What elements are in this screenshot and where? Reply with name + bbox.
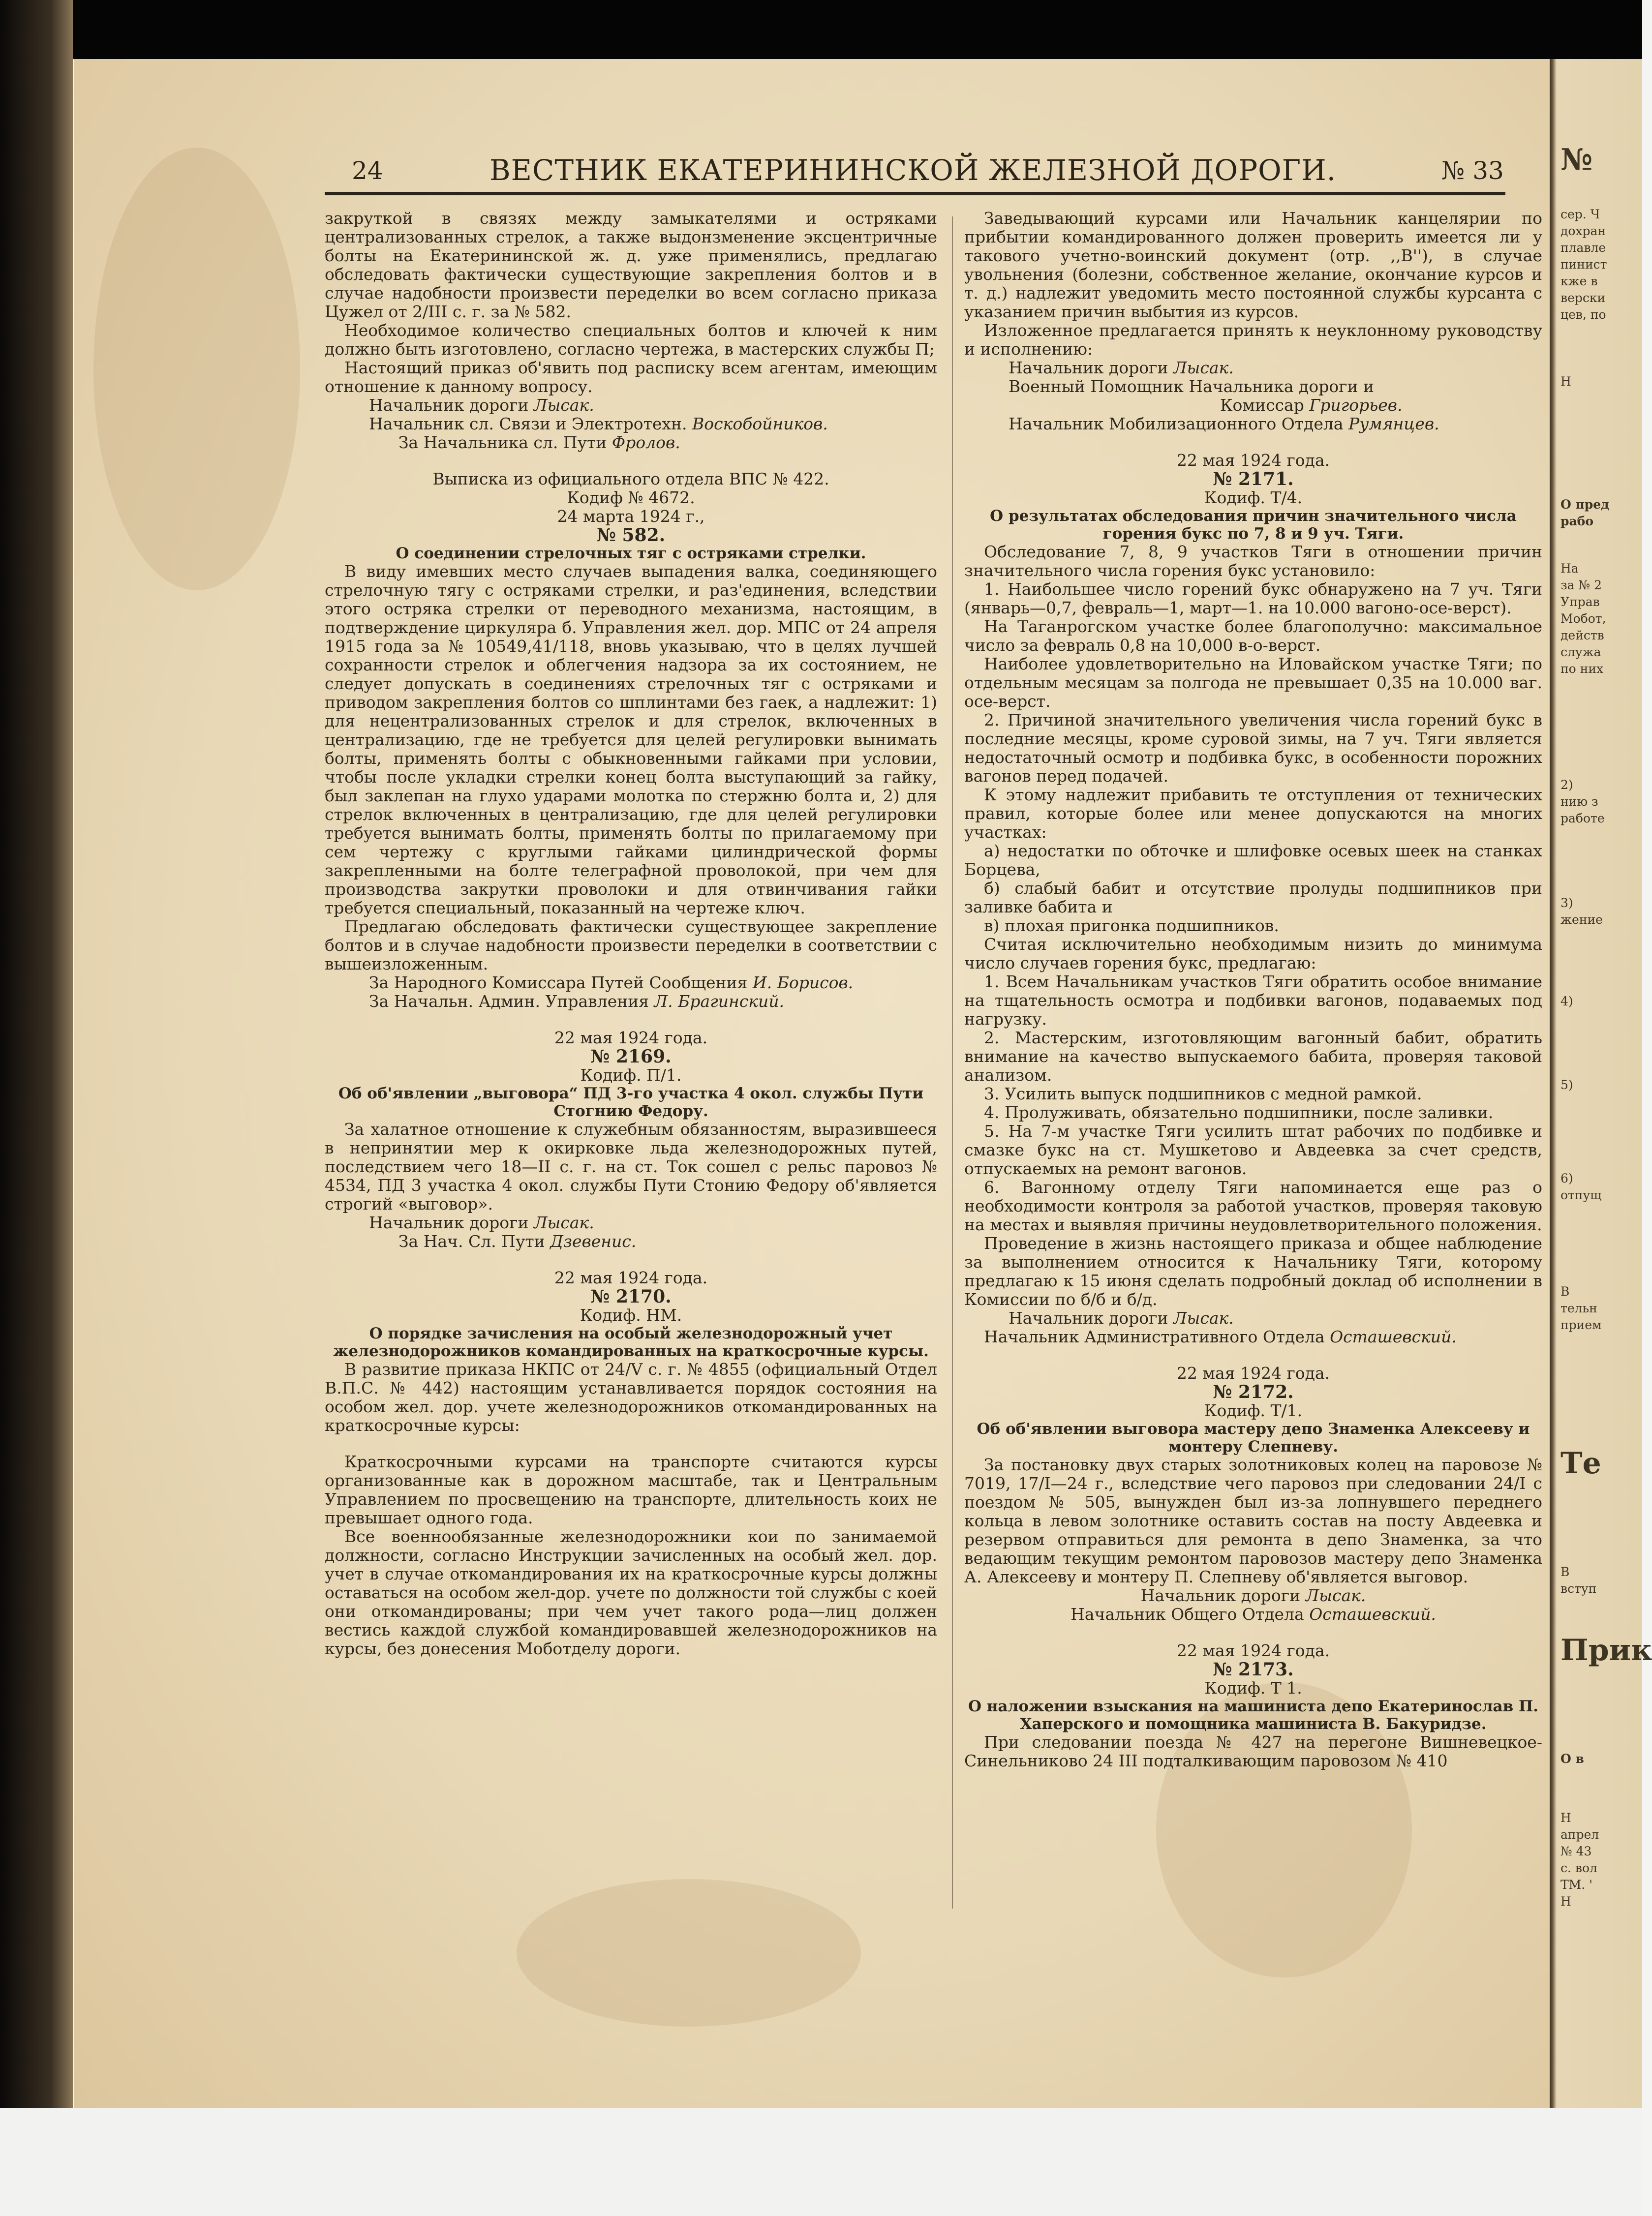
extract-line: Выписка из официального отдела ВПС № 422.	[432, 469, 829, 488]
strip-text: жение	[1560, 912, 1603, 927]
strip-text: Прик	[1560, 1633, 1652, 1668]
paragraph: В развитие приказа НКПС от 24/V с. г. № 4855 (официальный Отдел В.П.С. № 442) настоящим устанавливается порядок состояния на особом жел. дор. учете железнодорожников откомандированных на краткосрочные курсы:	[325, 1360, 937, 1435]
strip-text: отпущ	[1560, 1188, 1602, 1202]
signature: Начальник дороги Лысак.	[1140, 1586, 1366, 1605]
order-heading: Об об'явлении „выговора“ ПД 3-го участка 4 окол. службы Пути Стогнию Федору.	[338, 1085, 924, 1120]
strip-text: служа	[1560, 645, 1601, 659]
signature: Начальник Административного Отдела Осташевский.	[984, 1327, 1457, 1346]
signature: За Начальн. Админ. Управления Л. Брагинский.	[369, 992, 784, 1011]
paragraph: 2. Причиной значительного увеличения числа горений букс в последние месяцы, кроме суровой зимы, на 7 уч. Тяги является недостаточный осмотр и подбивка букс, в особенности порожних вагонов перед подачей.	[964, 710, 1542, 786]
paragraph: Наиболее удовлетворительно на Иловайском участке Тяги; по отдельным месяцам за полгода не превышает 0,35 на 10.000 ваг. осе-верст.	[964, 654, 1542, 711]
strip-text: кже в	[1560, 274, 1598, 288]
order-number: № 2171.	[1213, 469, 1294, 489]
signature: Начальник дороги Лысак.	[1009, 1308, 1234, 1328]
left-column	[325, 209, 937, 1658]
signature: Начальник сл. Связи и Электротехн. Воскобойников.	[369, 414, 828, 433]
strip-text: ТМ. '	[1560, 1878, 1593, 1892]
strip-text: плавле	[1560, 241, 1606, 255]
order-date: 22 мая 1924 года.	[554, 1268, 708, 1287]
paragraph: Настоящий приказ об'явить под расписку всем агентам, имеющим отношение к данному вопросу.	[325, 358, 937, 396]
order-date: 22 мая 1924 года.	[1176, 1364, 1330, 1383]
paragraph: 1. Всем Начальникам участков Тяги обратить особое внимание на тщательность осмотра и подбивки вагонов, подаваемых под нагрузку.	[964, 972, 1542, 1029]
strip-text: тельн	[1560, 1301, 1597, 1315]
paragraph: Обследование 7, 8, 9 участков Тяги в отношении причин значительного числа горения букс установило:	[964, 542, 1542, 580]
right-column	[964, 209, 1542, 1770]
strip-text: О пред	[1560, 497, 1609, 512]
paragraph: Предлагаю обследовать фактически существующее закрепление болтов и в случае надобности произвести переделки в соответствии с вышеизложенным.	[325, 917, 937, 973]
strip-text: пинист	[1560, 257, 1607, 272]
newspaper-title: ВЕСТНИК ЕКАТЕРИНИНСКОЙ ЖЕЛЕЗНОЙ ДОРОГИ.	[489, 153, 1337, 187]
strip-text: О в	[1560, 1752, 1584, 1766]
order-date: 22 мая 1924 года.	[554, 1028, 708, 1047]
paragraph: б) слабый бабит и отсутствие пролуды подшипников при заливке бабита и	[964, 879, 1542, 916]
strip-text: № 43	[1560, 1844, 1592, 1858]
paragraph: Необходимое количество специальных болтов и ключей к ним должно быть изготовлено, согласно чертежа, в мастерских службы П;	[325, 321, 937, 359]
header-rule	[325, 192, 1505, 195]
page-number: 24	[352, 156, 383, 185]
strip-text: рабо	[1560, 514, 1594, 528]
strip-text: Н	[1560, 374, 1571, 389]
scan-top-border	[0, 0, 1642, 59]
strip-text: верски	[1560, 291, 1606, 305]
order-number: № 2169.	[590, 1046, 672, 1067]
strip-text: с. вол	[1560, 1861, 1597, 1875]
paragraph: За халатное отношение к служебным обязанностям, выразившееся в непринятии мер к окирковке льда железнодорожных путей, последствием чего 18—II с. г. на ст. Ток сошел с рельс паровоз № 4534, ПД 3 участка 4 окол. службы Пути Стонию Федору об'является строгий «выговор».	[325, 1120, 937, 1214]
signature: За Начальника сл. Пути Фролов.	[398, 433, 680, 452]
strip-text: нию з	[1560, 794, 1598, 809]
strip-text: цев, по	[1560, 307, 1606, 322]
order-number: № 2173.	[1213, 1659, 1294, 1680]
paragraph: 6. Вагонному отделу Тяги напоминается еще раз о необходимости контроля за работой участков, проверяя таковую на местах и выявляя причины неудовлетворительного положения.	[964, 1178, 1542, 1234]
paragraph: закруткой в связях между замыкателями и остряками централизованных стрелок, а также выдонзменение эксцентричные болты на Екатерининской ж. д. уже применялись, предлагаю обследовать фактически существующие закрепления болтов и в случае надобности произвести переделки во всем согласно приказа Цужел от 2/III с. г. за № 582.	[325, 209, 937, 321]
scan-bottom-border	[0, 2108, 1642, 2216]
strip-text: вступ	[1560, 1581, 1597, 1596]
paragraph: На Таганрогском участке более благополучно: максимальное число за февраль 0,8 на 10,000 в-о-верст.	[964, 617, 1542, 655]
signature: Начальник дороги Лысак.	[1009, 358, 1234, 377]
paragraph: Изложенное предлагается принять к неуклонному руководству и исполнению:	[964, 321, 1542, 359]
strip-text: дохран	[1560, 224, 1606, 238]
page-header	[325, 153, 1510, 196]
strip-text: В	[1560, 1284, 1570, 1299]
strip-text: 3)	[1560, 896, 1573, 910]
paper-stain	[93, 148, 300, 590]
strip-text: Те	[1560, 1446, 1601, 1481]
signature: Начальник Мобилизационного Отдела Румянцев.	[1009, 414, 1439, 433]
paragraph: 3. Усилить выпуск подшипников с медной рамкой.	[984, 1084, 1422, 1103]
signature: Начальник дороги Лысак.	[369, 395, 594, 415]
strip-text: 5)	[1560, 1078, 1573, 1092]
paragraph: За постановку двух старых золотниковых колец на паровозе № 7019, 17/I—24 г., вследствие чего паровоз при следовании 24/I с поездом № 505, вынужден был из-за лопнувшего переднего кольца в левом золотнике оставить состав на посту Авдеевка и резервом отправиться для ремонта в депо Знаменка, за что ведающим текущим ремонтом паровозов мастеру депо Знаменка А. Алексееву и монтеру П. Слепневу об'является выговор.	[964, 1455, 1542, 1586]
strip-text: №	[1560, 143, 1593, 177]
strip-text: 6)	[1560, 1171, 1573, 1185]
paper-stain	[517, 1879, 861, 2027]
signature: Начальник дороги Лысак.	[369, 1213, 594, 1232]
signature: За Нач. Сл. Пути Дзевенис.	[398, 1232, 637, 1251]
paragraph: Все военнообязанные железнодорожники кои по занимаемой должности, согласно Инструкции зачисленных на особый жел. дор. учет в случае откомандирования их на краткосрочные курсы должны оставаться на особом жел-дор. учете по должности той службы с коей они откомандированы; при чем учет такого рода—лиц должен вестись каждой службой командировавшей железнодорожников на курсы, без донесения Моботделу дороги.	[325, 1527, 937, 1658]
paragraph: Заведывающий курсами или Начальник канцелярии по прибытии командированного должен проверить имеется ли у такового учетно-воинский документ (отр. ,,В''), в случае увольнения (болезни, собственное желание, окончание курсов и т. д.) надлежит уведомить место постоянной службы курсанта с указанием причин выбытия из курсов.	[964, 209, 1542, 321]
paragraph: 4. Пролуживать, обязательно подшипники, после заливки.	[984, 1103, 1494, 1122]
order-heading: Об об'явлении выговора мастеру депо Знаменка Алексееву и монтеру Слепневу.	[977, 1420, 1530, 1456]
signature: Начальник Общего Отдела Осташевский.	[1071, 1605, 1436, 1624]
order-heading: О наложении взыскания на машиниста депо Екатеринослав П. Хаперского и помощника машиниста В. Бакуридзе.	[968, 1698, 1539, 1733]
order-number: № 582.	[596, 525, 666, 546]
column-divider	[952, 216, 953, 1909]
codif-line: Кодиф. П/1.	[580, 1065, 682, 1085]
strip-text: апрел	[1560, 1827, 1599, 1842]
codif-line: Кодиф. Т 1.	[1204, 1678, 1302, 1698]
paragraph: При следовании поезда № 427 на перегоне Вишневецкое-Синельниково 24 III подталкивающим паровозом № 410	[964, 1732, 1542, 1770]
strip-text: 2)	[1560, 778, 1573, 792]
order-date: 24 марта 1924 г.,	[557, 507, 705, 526]
strip-text: работе	[1560, 811, 1605, 825]
issue-number: № 33	[1441, 156, 1504, 185]
strip-text: по них	[1560, 662, 1604, 676]
paragraph: 2. Мастерским, изготовляющим вагонный бабит, обратить внимание на качество выпускаемого бабита, проверяя таковой анализом.	[964, 1028, 1542, 1085]
strip-text: прием	[1560, 1318, 1602, 1332]
order-heading: О соединении стрелочных тяг с остряками стрелки.	[396, 545, 866, 562]
paragraph: 1. Наибольшее число горений букс обнаружено на 7 уч. Тяги (январь—0,7, февраль—1, март—1. на 10.000 вагоно-осе-верст).	[964, 579, 1542, 617]
codif-line: Кодиф. Т/4.	[1204, 488, 1303, 507]
signature: Комиссар Григорьев.	[1220, 395, 1403, 415]
signature: Военный Помощник Начальника дороги и	[1009, 377, 1374, 396]
order-number: № 2170.	[590, 1286, 672, 1307]
strip-text: В	[1560, 1565, 1570, 1579]
paragraph: Краткосрочными курсами на транспорте считаются курсы организованные как в дорожном масштабе, так и Центральным Управлением по просвещению на транспорте, длительность коих не превышает одного года.	[325, 1452, 937, 1527]
strip-text: действ	[1560, 628, 1604, 642]
strip-text: Мобот,	[1560, 611, 1606, 626]
paragraph: Проведение в жизнь настоящего приказа и общее наблюдение за выполнением относится к Начальнику Тяги, которому предлагаю к 15 июня сделать подробный доклад об исполнении в Комиссии по б/б и б/д.	[964, 1234, 1542, 1309]
paragraph: а) недостатки по обточке и шлифовке осевых шеек на станках Борцева,	[964, 841, 1542, 879]
paragraph: Считая исключительно необходимым низить до минимума число случаев горения букс, предлагаю:	[964, 935, 1542, 972]
codif-line: Кодиф № 4672.	[567, 488, 695, 507]
strip-text: Н	[1560, 1811, 1571, 1825]
paragraph: 5. На 7-м участке Тяги усилить штат рабочих по подбивке и смазке букс на ст. Мушкетово и Авдеевка за счет средств, отпускаемых на ремонт вагонов.	[964, 1122, 1542, 1178]
order-date: 22 мая 1924 года.	[1176, 451, 1330, 470]
order-heading: О порядке зачисления на особый железнодорожный учет железнодорожников командированных на краткосрочные курсы.	[333, 1325, 929, 1360]
order-number: № 2172.	[1213, 1382, 1294, 1402]
scan-left-border	[0, 0, 73, 2216]
codif-line: Кодиф. Т/1.	[1204, 1401, 1303, 1420]
strip-text: за № 2	[1560, 578, 1602, 592]
next-page-edge	[1550, 59, 1652, 2110]
signature: За Народного Комиссара Путей Сообщения И. Борисов.	[369, 973, 854, 992]
paragraph: в) плохая пригонка подшипников.	[984, 916, 1279, 935]
order-heading: О результатах обследования причин значительного числа горения букс по 7, 8 и 9 уч. Тяги.	[990, 507, 1517, 543]
strip-text: На	[1560, 561, 1579, 576]
paragraph: В виду имевших место случаев выпадения валка, соединяющего стрелочную тягу с остряками стрелки, и раз'единения, вследствии этого остряка стрелки от переводного механизма, настоящим, в подтверждение циркуляра б. Управления жел. дор. МПС от 24 апреля 1915 года за № 10549,41/118, вновь указываю, что в целях лучшей сохранности стрелок и облегчения надзора за их состоянием, не следует допускать в соединениях стрелочных тяг с остряками и приводом закрепления болтов со шплинтами без гаек, а надлежит: 1) для нецентрализованных стрелок и для стрелок, включенных в централизацию, где не требуется для целей регулировки вынимать болты, применять болты с обыкновенными гайками при условии, чтобы после укладки стрелки конец болта выступающий за гайку, был заклепан на глухо ударами молотка по стержню болта и, 2) для стрелок включенных в централизацию, где для целей регулировки требуется вынимать болты, применять болты по прилагаемому при сем чертежу с круглыми гайками цилиндрической формы закрепленными на болте телеграфной проволокой, при чем для производства закрутки проволоки и для отвинчивания гайки требуется специальный, показанный на чертеже ключ.	[325, 562, 937, 917]
strip-text: сер. Ч	[1560, 207, 1600, 221]
codif-line: Кодиф. НМ.	[580, 1305, 682, 1325]
strip-text: 4)	[1560, 994, 1573, 1008]
paragraph: К этому надлежит прибавить те отступления от технических правил, которые более или менее допускаются на многих участках:	[964, 785, 1542, 842]
strip-text: Управ	[1560, 595, 1600, 609]
order-date: 22 мая 1924 года.	[1176, 1641, 1330, 1660]
strip-text: Н	[1560, 1894, 1571, 1909]
